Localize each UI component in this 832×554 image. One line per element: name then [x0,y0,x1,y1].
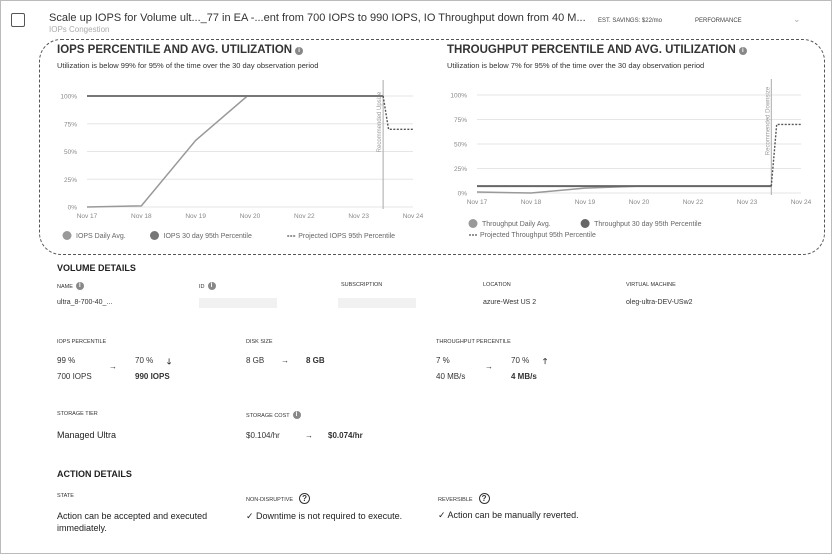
info-icon[interactable]: i [295,47,303,55]
action-details-heading: ACTION DETAILS [57,469,132,479]
reversible-label: REVERSIBLE ? [438,493,490,504]
iops-chart-title: IOPS PERCENTILE AND AVG. UTILIZATION i [57,44,303,56]
volume-details-heading: VOLUME DETAILS [57,263,136,273]
storage-cost-label: STORAGE COST I [246,411,301,419]
x-tick-label: Nov 17 [76,213,98,220]
throughput-percentile-label: THROUGHPUT PERCENTILE [436,339,511,345]
x-tick-label: Nov 20 [239,213,261,220]
info-icon[interactable]: I [76,282,84,290]
series-line-projected-throughput-95th-percentile [771,124,801,186]
help-icon[interactable]: ? [299,493,310,504]
y-tick-label: 75% [63,121,77,129]
arrow-right-icon: → [109,362,117,371]
storage-tier-label: STORAGE TIER [57,411,98,417]
legend-dot-icon [150,231,159,240]
volume-name: ultra_8-700-40_... [57,299,113,306]
y-tick-label: 100% [60,93,77,101]
x-tick-label: Nov 18 [131,213,152,220]
y-tick-label: 25% [453,166,467,173]
id-label: ID I [199,282,216,290]
legend-label: Throughput Daily Avg. [482,221,551,228]
x-tick-label: Nov 22 [294,213,315,220]
category-badge: PERFORMANCE [695,18,742,24]
check-icon: ✓ [438,510,448,520]
info-icon[interactable]: i [739,47,747,55]
action-title[interactable]: Scale up IOPS for Volume ult..._77 in EA -...ent from 700 IOPS to 990 IOPS, IO Throughput down from 40 M... [49,12,586,24]
info-icon[interactable]: I [293,411,301,419]
location-value: azure-West US 2 [483,299,537,306]
arrow-up-icon: 🡑 [543,357,548,366]
iops-chart-subtitle: Utilization is below 99% for 95% of the time over the 30 day observation period [57,61,319,70]
legend-label: Projected IOPS 95th Percentile [298,233,396,240]
id-value-redacted [199,298,277,308]
x-tick-label: Nov 18 [520,199,542,206]
disk-size-label: DISK SIZE [246,339,273,345]
legend-label: Throughput 30 day 95th Percentile [594,221,702,228]
legend-label: IOPS Daily Avg. [76,233,126,240]
series-line-throughput-daily-avg- [477,186,771,193]
state-value: Action can be accepted and executed immediately. [57,511,208,533]
reversible-value: ✓ Action can be manually reverted. [438,510,579,520]
x-tick-label: Nov 19 [574,199,596,206]
action-subtitle: IOPs Congestion [49,25,110,34]
x-tick-label: Nov 23 [736,199,758,206]
location-label: LOCATION [483,282,511,288]
x-tick-label: Nov 24 [402,213,424,220]
tp-to: 4 MB/s [511,372,537,381]
throughput-chart-title: THROUGHPUT PERCENTILE AND AVG. UTILIZATION i [447,44,747,56]
help-icon[interactable]: ? [479,493,490,504]
vm-label: VIRTUAL MACHINE [626,282,676,288]
chevron-down-icon[interactable]: ⌄ [793,14,801,24]
check-icon: ✓ [246,511,257,521]
iops-to: 990 IOPS [135,372,170,381]
series-line-projected-iops-95th-percentile [383,96,413,129]
est-savings: EST. SAVINGS: $22/mo [598,18,662,24]
x-tick-label: Nov 24 [790,199,812,206]
iops-from-percent: 99 % [57,356,76,365]
state-label: STATE [57,493,74,499]
disk-from: 8 GB [246,356,265,365]
cost-to: $0.074/hr [328,431,363,440]
legend-label: Projected Throughput 95th Percentile [480,232,596,239]
arrow-right-icon: → [485,362,493,371]
arrow-right-icon: → [305,431,313,440]
tp-from: 40 MB/s [436,372,466,381]
subscription-value-redacted [338,298,416,308]
tp-from-percent: 7 % [436,356,450,365]
non-disruptive-label: NON-DISRUPTIVE ? [246,493,310,504]
recommendation-marker-label: Recommended Downsize [765,86,772,156]
y-tick-label: 50% [63,149,77,156]
y-tick-label: 100% [450,92,467,100]
throughput-chart-subtitle: Utilization is below 7% for 95% of the time over the 30 day observation period [447,61,705,70]
cost-from: $0.104/hr [246,431,280,440]
y-tick-label: 0% [457,190,467,198]
charts-svg [1,1,832,261]
tp-to-percent: 70 % [511,356,530,365]
info-icon[interactable]: I [208,282,216,290]
iops-to-percent: 70 % [135,356,154,365]
recommendation-marker-label: Recommended Upsize [377,91,384,153]
vm-value: oleg-ultra-DEV-USw2 [626,299,693,306]
disk-to: 8 GB [306,356,325,365]
y-tick-label: 75% [453,117,467,124]
legend-label: IOPS 30 day 95th Percentile [163,233,252,240]
non-disruptive-value: ✓ Downtime is not required to execute. [246,511,403,521]
x-tick-label: Nov 20 [628,199,650,206]
legend-dot-icon [469,219,478,228]
y-tick-label: 0% [67,204,77,212]
legend-dot-icon [63,231,72,240]
x-tick-label: Nov 22 [682,199,704,206]
y-tick-label: 25% [63,176,77,184]
x-tick-label: Nov 19 [185,213,206,220]
x-tick-label: Nov 17 [466,199,488,206]
storage-tier: Managed Ultra [57,430,117,440]
arrow-right-icon: → [281,356,289,365]
iops-from: 700 IOPS [57,372,92,381]
subscription-label: SUBSCRIPTION [341,282,383,288]
x-tick-label: Nov 23 [348,213,369,220]
iops-percentile-label: IOPS PERCENTILE [57,339,107,345]
y-tick-label: 50% [453,141,467,149]
arrow-down-icon: 🡓 [167,357,172,366]
legend-dot-icon [581,219,590,228]
name-label: NAME I [57,282,84,290]
